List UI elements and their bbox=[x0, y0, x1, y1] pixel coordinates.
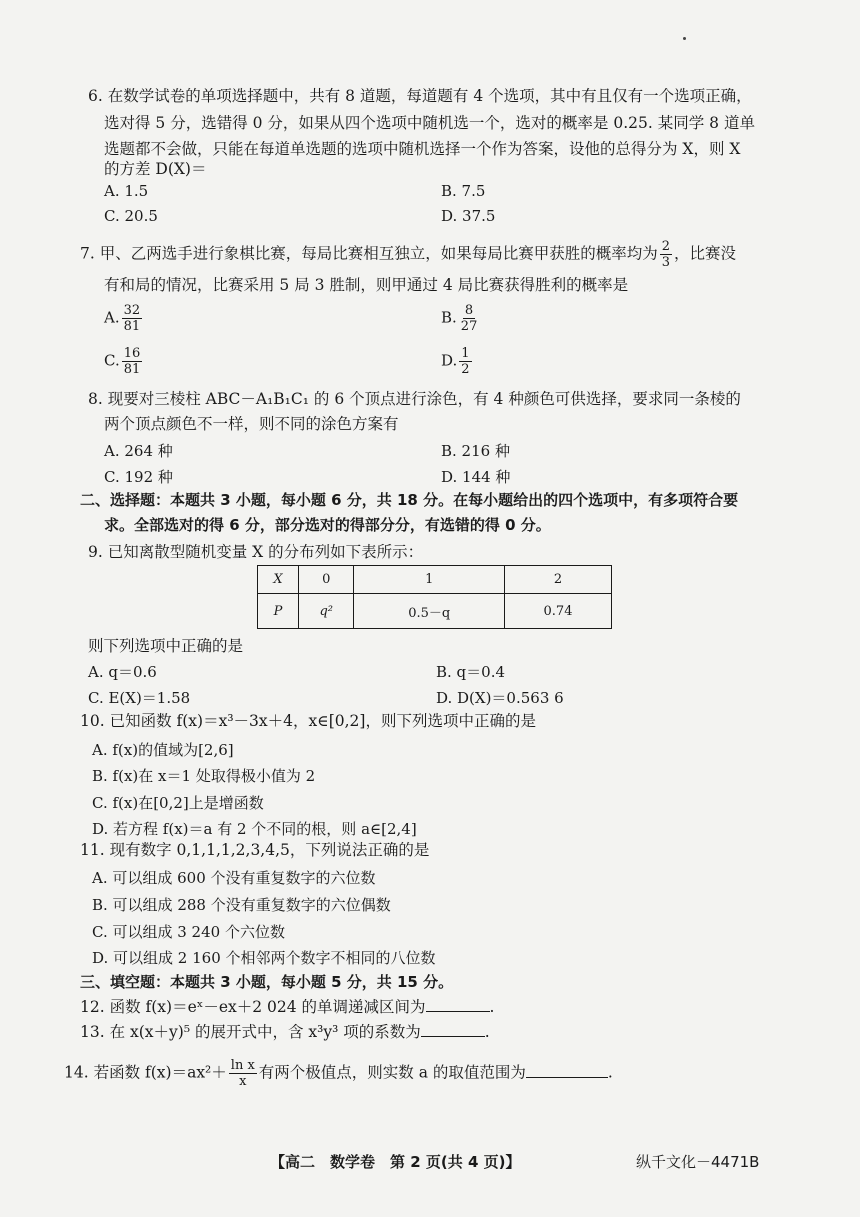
q13-period: . bbox=[484, 1023, 490, 1041]
q7-c-den: 81 bbox=[123, 362, 141, 377]
q13-text: 13. 在 x(x＋y)⁵ 的展开式中，含 x³y³ 项的系数为 bbox=[80, 1023, 421, 1041]
table-cell: 0.5－q bbox=[354, 594, 505, 629]
q14-fraction bbox=[229, 1058, 257, 1089]
q7-frac-num: 2 bbox=[661, 239, 670, 254]
table-cell: P bbox=[258, 594, 299, 629]
q7-line-2: 有和局的情况，比赛采用 5 局 3 胜制，则甲通过 4 局比赛获得胜利的概率是 bbox=[104, 276, 629, 294]
q7-c-num: 16 bbox=[123, 346, 141, 361]
q7-c-fraction bbox=[122, 346, 143, 377]
q7-c-label: C. bbox=[104, 351, 120, 370]
q7-line-1 bbox=[80, 239, 736, 270]
q9-line-2: 则下列选项中正确的是 bbox=[88, 637, 244, 655]
publisher-code: 纵千文化－4471B bbox=[636, 1153, 760, 1171]
q6-option-d: D. 37.5 bbox=[441, 207, 496, 225]
q12-text: 12. 函数 f(x)＝eˣ－ex＋2 024 的单调递减区间为 bbox=[80, 998, 426, 1016]
q7-line-1-tail: ，比赛没 bbox=[674, 244, 737, 263]
q10-option-c: C. f(x)在[0,2]上是增函数 bbox=[92, 794, 264, 812]
table-cell: X bbox=[258, 566, 299, 594]
q10-line-1: 10. 已知函数 f(x)＝x³－3x＋4，x∈[0,2]，则下列选项中正确的是 bbox=[80, 712, 536, 730]
q7-probability-fraction bbox=[660, 239, 672, 270]
ink-dot bbox=[683, 37, 686, 40]
q12-line bbox=[80, 997, 494, 1017]
q8-option-a: A. 264 种 bbox=[104, 442, 173, 460]
table-row bbox=[258, 594, 612, 629]
q7-option-a bbox=[104, 303, 144, 334]
q6-line-2: 选对得 5 分，选错得 0 分，如果从四个选项中随机选一个，选对的概率是 0.25. 某同学 8 道单 bbox=[104, 114, 755, 132]
table-cell: 0 bbox=[299, 566, 354, 594]
q8-line-1: 8. 现要对三棱柱 ABC－A₁B₁C₁ 的 6 个顶点进行涂色，有 4 种颜色可供选择，要求同一条棱的 bbox=[88, 390, 741, 408]
section-2-heading-line-2: 求。全部选对的得 6 分，部分选对的得部分分，有选错的得 0 分。 bbox=[104, 516, 551, 534]
distribution-table bbox=[257, 565, 612, 629]
table-cell: q² bbox=[299, 594, 354, 629]
q7-option-d bbox=[441, 346, 474, 377]
q14-line bbox=[64, 1058, 613, 1089]
q10-option-b: B. f(x)在 x＝1 处取得极小值为 2 bbox=[92, 767, 316, 785]
q10-option-a: A. f(x)的值域为[2,6] bbox=[92, 741, 234, 759]
q11-option-a: A. 可以组成 600 个没有重复数字的六位数 bbox=[92, 869, 376, 887]
q11-option-c: C. 可以组成 3 240 个六位数 bbox=[92, 923, 285, 941]
q7-b-fraction bbox=[459, 303, 480, 334]
q8-option-c: C. 192 种 bbox=[104, 468, 173, 486]
q7-b-den: 27 bbox=[460, 319, 478, 334]
q6-line-4: 的方差 D(X)＝ bbox=[104, 160, 207, 178]
q7-d-den: 2 bbox=[461, 362, 470, 377]
q7-frac-den: 3 bbox=[661, 255, 670, 270]
q13-line bbox=[80, 1022, 490, 1042]
q7-option-c bbox=[104, 346, 144, 377]
q14-text-a: 14. 若函数 f(x)＝ax²＋ bbox=[64, 1063, 227, 1082]
q7-line-1-text: 7. 甲、乙两选手进行象棋比赛，每局比赛相互独立，如果每局比赛甲获胜的概率均为 bbox=[80, 244, 658, 263]
q7-a-label: A. bbox=[104, 308, 120, 327]
q8-line-2: 两个顶点颜色不一样，则不同的涂色方案有 bbox=[104, 415, 399, 433]
q10-option-d: D. 若方程 f(x)＝a 有 2 个不同的根，则 a∈[2,4] bbox=[92, 820, 417, 838]
q7-a-den: 81 bbox=[123, 319, 141, 334]
table-cell: 1 bbox=[354, 566, 505, 594]
q6-line-3: 选题都不会做，只能在每道单选题的选项中随机选择一个作为答案，设他的总得分为 X，则 X bbox=[104, 140, 741, 158]
q11-line-1: 11. 现有数字 0,1,1,1,2,3,4,5，下列说法正确的是 bbox=[80, 841, 430, 859]
q9-option-b: B. q＝0.4 bbox=[436, 663, 506, 681]
q7-a-fraction bbox=[122, 303, 143, 334]
q7-option-b bbox=[441, 303, 481, 334]
section-3-heading: 三、填空题：本题共 3 小题，每小题 5 分，共 15 分。 bbox=[80, 973, 454, 991]
q6-line-1: 6. 在数学试卷的单项选择题中，共有 8 道题，每道题有 4 个选项，其中有且仅有一个选项正确， bbox=[88, 87, 752, 105]
q12-period: . bbox=[489, 998, 495, 1016]
q8-option-d: D. 144 种 bbox=[441, 468, 511, 486]
q14-frac-den: x bbox=[239, 1074, 247, 1089]
q7-b-num: 8 bbox=[464, 303, 474, 318]
q11-option-d: D. 可以组成 2 160 个相邻两个数字不相同的八位数 bbox=[92, 949, 436, 967]
q9-option-c: C. E(X)＝1.58 bbox=[88, 689, 191, 707]
q7-b-label: B. bbox=[441, 308, 457, 327]
section-2-heading-line-1: 二、选择题：本题共 3 小题，每小题 6 分，共 18 分。在每小题给出的四个选项中，有多项符合要 bbox=[80, 491, 739, 509]
q6-option-b: B. 7.5 bbox=[441, 182, 486, 200]
q9-option-d: D. D(X)＝0.563 6 bbox=[436, 689, 564, 707]
q7-d-fraction bbox=[459, 346, 471, 377]
q14-text-b: 有两个极值点，则实数 a 的取值范围为 bbox=[258, 1063, 526, 1082]
q6-option-a: A. 1.5 bbox=[104, 182, 149, 200]
q7-d-label: D. bbox=[441, 351, 458, 370]
q9-line-1: 9. 已知离散型随机变量 X 的分布列如下表所示： bbox=[88, 543, 424, 561]
q7-a-num: 32 bbox=[123, 303, 141, 318]
q11-option-b: B. 可以组成 288 个没有重复数字的六位偶数 bbox=[92, 896, 391, 914]
q7-d-num: 1 bbox=[461, 346, 470, 361]
q9-option-a: A. q＝0.6 bbox=[88, 663, 157, 681]
q8-option-b: B. 216 种 bbox=[441, 442, 510, 460]
page-footer: 【高二 数学卷 第 2 页(共 4 页)】 bbox=[270, 1153, 521, 1171]
table-row bbox=[258, 566, 612, 594]
table-cell: 2 bbox=[505, 566, 612, 594]
q14-frac-num: ln x bbox=[230, 1058, 255, 1073]
q12-answer-blank[interactable] bbox=[426, 997, 490, 1012]
q13-answer-blank[interactable] bbox=[421, 1022, 485, 1037]
q6-option-c: C. 20.5 bbox=[104, 207, 158, 225]
q14-answer-blank[interactable] bbox=[526, 1063, 608, 1078]
q14-period: . bbox=[607, 1063, 613, 1082]
table-cell: 0.74 bbox=[505, 594, 612, 629]
